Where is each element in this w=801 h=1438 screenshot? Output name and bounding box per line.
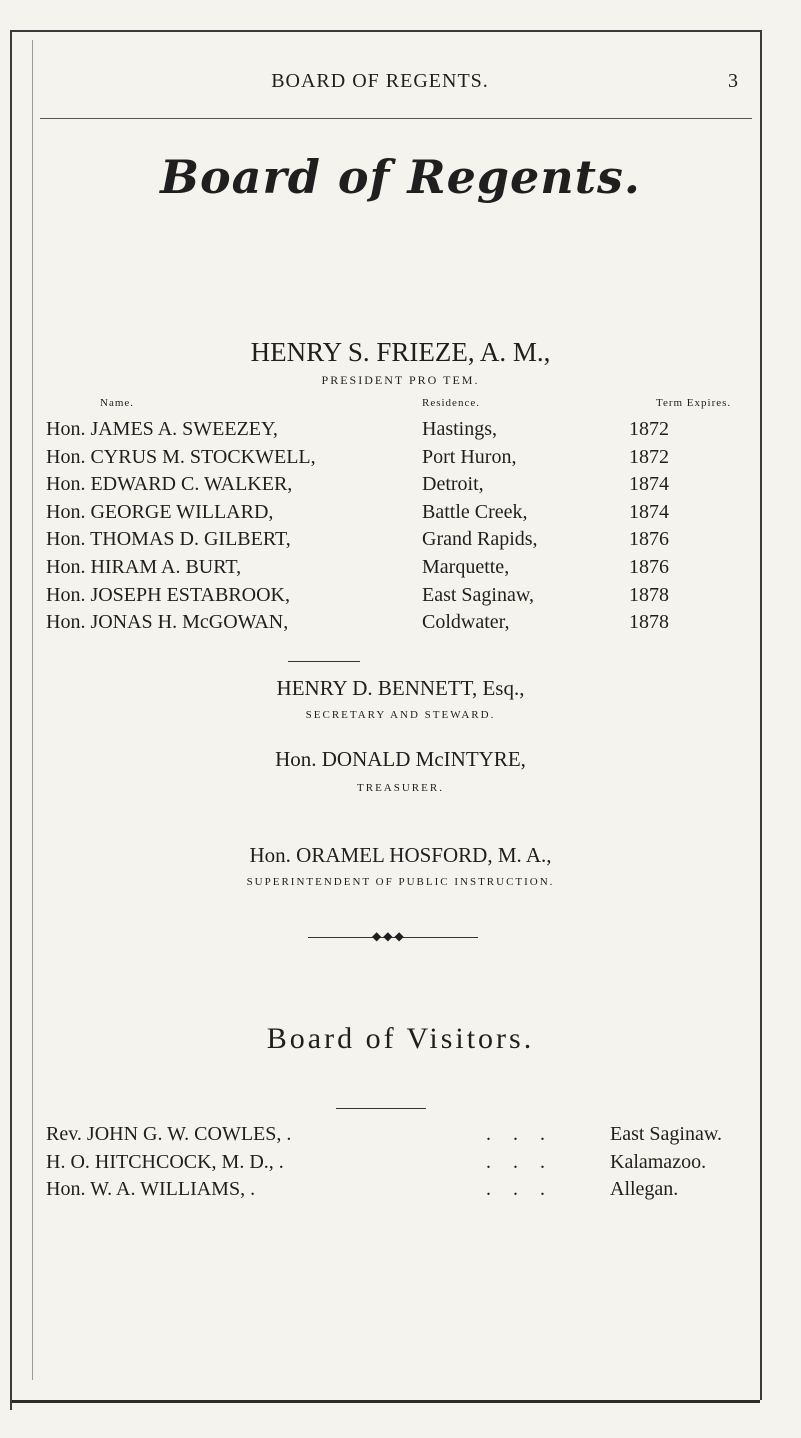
visitor-place: Allegan.	[610, 1178, 679, 1201]
officer-role: SUPERINTENDENT OF PUBLIC INSTRUCTION.	[246, 876, 555, 888]
page-border-bottom	[12, 1400, 760, 1403]
ornament-dots: ◆◆◆	[372, 929, 406, 943]
regent-residence: Battle Creek,	[422, 500, 528, 523]
regent-name: Hon. THOMAS D. GILBERT,	[46, 528, 291, 551]
officer-role: SECRETARY AND STEWARD.	[305, 709, 496, 721]
regent-term: 1876	[629, 528, 669, 551]
regent-name: Hon. HIRAM A. BURT,	[46, 555, 242, 578]
regent-row	[46, 473, 756, 501]
regent-row	[46, 556, 756, 584]
regent-residence: Port Huron,	[422, 445, 517, 468]
regent-term: 1874	[629, 473, 669, 496]
visitors-list	[46, 1123, 766, 1206]
regent-term: 1876	[629, 555, 669, 578]
regent-term: 1878	[629, 611, 669, 634]
regent-residence: Marquette,	[422, 555, 510, 578]
regent-name: Hon. CYRUS M. STOCKWELL,	[46, 445, 316, 468]
visitor-row	[46, 1178, 766, 1206]
regents-list	[46, 418, 756, 639]
regent-row	[46, 446, 756, 474]
leader-dots: ...	[486, 1178, 567, 1201]
page-border-top	[10, 30, 760, 32]
leader-dots: ...	[486, 1123, 567, 1145]
page-number: 3	[728, 70, 738, 92]
regent-residence: Coldwater,	[422, 611, 510, 634]
regent-residence: Grand Rapids,	[422, 528, 538, 551]
running-head: BOARD OF REGENTS.	[271, 70, 489, 92]
regent-residence: Detroit,	[422, 473, 484, 496]
header-rule	[40, 118, 752, 119]
regent-name: Hon. GEORGE WILLARD,	[46, 500, 274, 523]
regent-row	[46, 611, 756, 639]
visitor-row	[46, 1151, 766, 1179]
page-title: Board of Regents.	[160, 150, 641, 204]
column-head-residence: Residence.	[422, 397, 480, 409]
visitor-name: H. O. HITCHCOCK, M. D., .	[46, 1150, 284, 1173]
regent-row	[46, 501, 756, 529]
regent-name: Hon. EDWARD C. WALKER,	[46, 473, 293, 496]
visitor-name: Hon. W. A. WILLIAMS, .	[46, 1178, 256, 1201]
regent-row	[46, 418, 756, 446]
section-divider	[288, 661, 360, 662]
president-name: HENRY S. FRIEZE, A. M.,	[250, 337, 551, 367]
officer-name: HENRY D. BENNETT, Esq.,	[276, 676, 525, 700]
officer-block	[0, 747, 801, 794]
visitor-name: Rev. JOHN G. W. COWLES, .	[46, 1123, 292, 1145]
president-role: PRESIDENT PRO TEM.	[321, 373, 480, 387]
officer-name: Hon. ORAMEL HOSFORD, M. A.,	[249, 843, 552, 867]
officer-block	[0, 843, 801, 888]
regent-residence: Hastings,	[422, 418, 497, 440]
regent-name: Hon. JONAS H. McGOWAN,	[46, 611, 289, 634]
regent-term: 1872	[629, 418, 669, 440]
column-head-name: Name.	[100, 397, 135, 409]
visitor-row	[46, 1123, 766, 1151]
regent-name: Hon. JOSEPH ESTABROOK,	[46, 583, 290, 606]
officer-name: Hon. DONALD McINTYRE,	[275, 747, 526, 771]
visitor-place: Kalamazoo.	[610, 1150, 707, 1173]
visitors-heading: Board of Visitors.	[266, 1022, 535, 1055]
regent-term: 1878	[629, 583, 669, 606]
leader-dots: ...	[486, 1150, 567, 1173]
regent-row	[46, 528, 756, 556]
regent-row	[46, 584, 756, 612]
officer-role: TREASURER.	[357, 782, 444, 794]
regent-residence: East Saginaw,	[422, 583, 535, 606]
regent-term: 1872	[629, 445, 669, 468]
column-head-term: Term Expires.	[656, 397, 732, 409]
regent-name: Hon. JAMES A. SWEEZEY,	[46, 418, 278, 440]
regent-term: 1874	[629, 500, 669, 523]
officer-block	[0, 676, 801, 721]
section-divider	[336, 1108, 426, 1109]
visitor-place: East Saginaw.	[610, 1123, 723, 1145]
